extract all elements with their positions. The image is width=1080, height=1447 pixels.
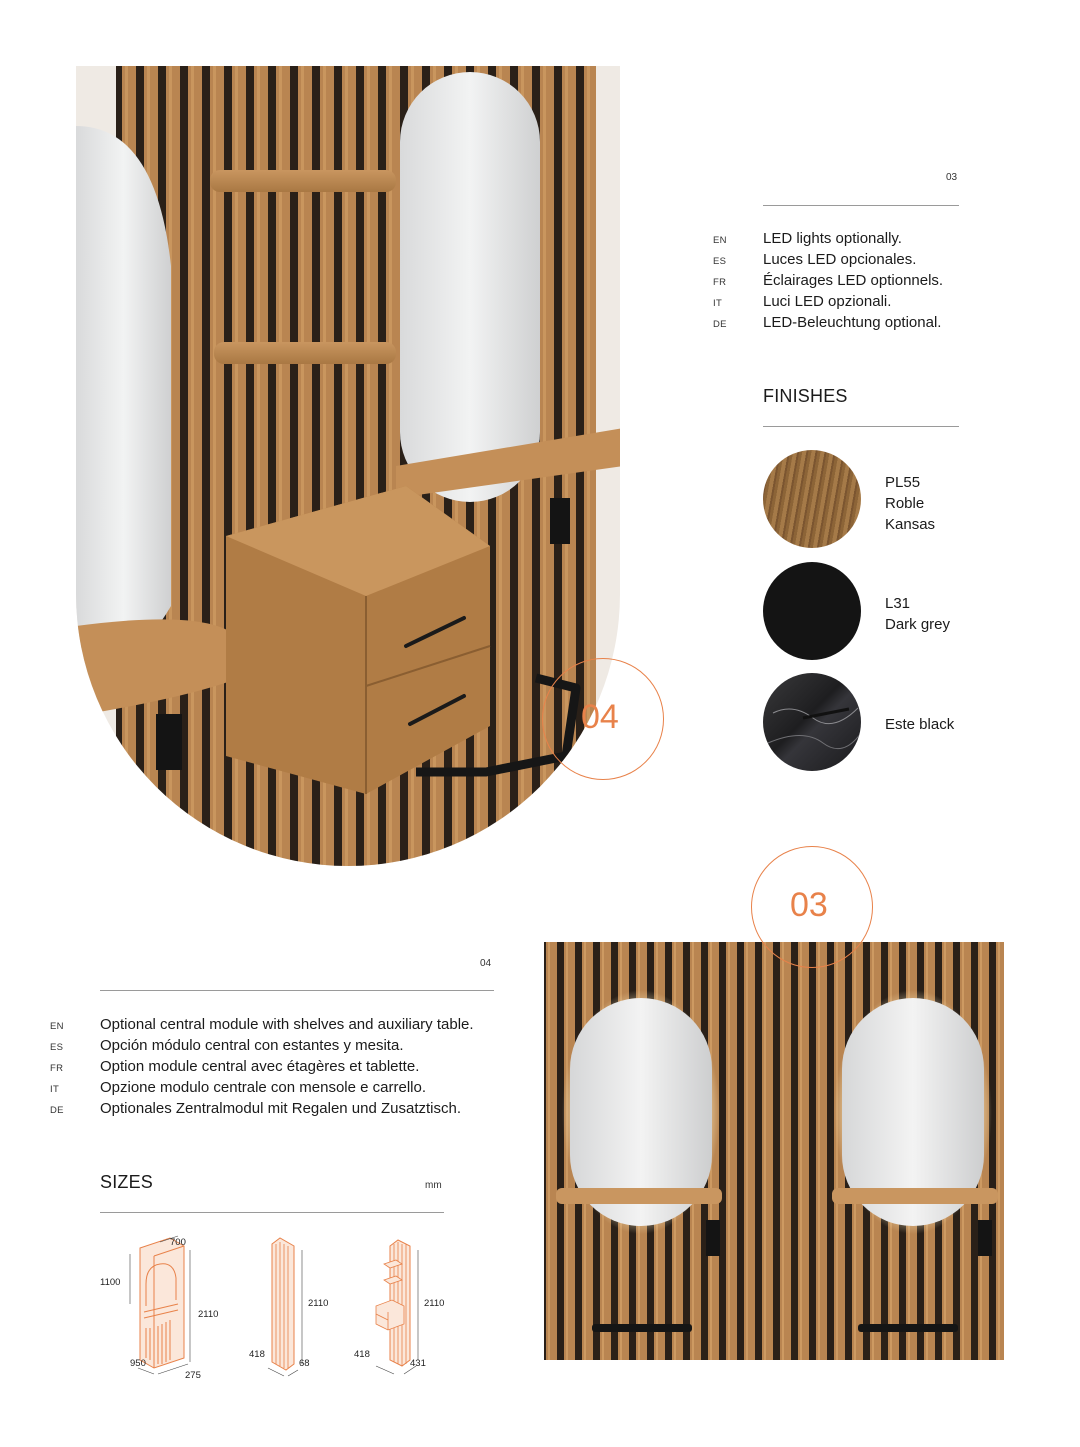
lang-code: FR [713, 277, 727, 288]
lang-row-fr-top [713, 272, 943, 289]
lang-text: Éclairages LED optionnels. [763, 272, 944, 289]
lang-code: DE [713, 319, 727, 330]
lang-text: Option module central avec étagères et tablette. [100, 1058, 420, 1075]
callout-label-03: 03 [790, 886, 828, 924]
dim-418-b: 418 [354, 1349, 370, 1360]
lang-code: EN [50, 1021, 64, 1032]
finish-code: L31 [885, 595, 911, 612]
dim-2110-a: 2110 [198, 1309, 219, 1320]
dim-431: 431 [410, 1358, 426, 1369]
finish-label-este: Este black [885, 716, 955, 733]
lang-code: EN [713, 235, 727, 246]
lang-row-it-bottom [50, 1079, 426, 1096]
lang-text: LED-Beleuchtung optional. [763, 314, 942, 331]
lang-code: IT [713, 298, 723, 309]
finish-name: Dark grey [885, 616, 951, 633]
finish-name-2: Kansas [885, 516, 936, 533]
divider-finishes [763, 426, 959, 427]
dim-950: 950 [130, 1358, 146, 1369]
lang-text: Opzione modulo centrale con mensole e carrello. [100, 1079, 427, 1096]
lang-row-es-bottom [50, 1037, 404, 1054]
lang-text: Luces LED opcionales. [763, 251, 917, 268]
lang-code: FR [50, 1063, 64, 1074]
dim-418-a: 418 [249, 1349, 265, 1360]
lang-code: DE [50, 1105, 64, 1116]
size-diagram-mirror-module-icon [100, 1228, 230, 1388]
lang-text: Luci LED opzionali. [763, 293, 892, 310]
dim-1100: 1100 [100, 1277, 121, 1288]
lang-code: ES [713, 256, 727, 267]
finish-name: Roble [885, 495, 925, 512]
lang-row-de-bottom [50, 1100, 461, 1117]
lang-text: Opción módulo central con estantes y mesita. [100, 1037, 404, 1054]
finishes-heading: FINISHES [763, 386, 848, 406]
vanity-illustration [76, 66, 620, 866]
finish-label-pl55 [885, 472, 935, 535]
lang-row-de-top [713, 314, 941, 331]
lang-text: Optionales Zentralmodul mit Regalen und Zusatztisch. [100, 1100, 462, 1117]
lang-text: Optional central module with shelves and auxiliary table. [100, 1016, 474, 1033]
dim-68: 68 [299, 1358, 310, 1369]
dim-2110-c: 2110 [424, 1298, 445, 1309]
swatch-este-black [763, 673, 861, 771]
page-number-bottom: 04 [480, 958, 492, 969]
finish-code: PL55 [885, 474, 921, 491]
lang-row-es-top [713, 251, 916, 268]
dim-275: 275 [185, 1370, 201, 1381]
product-photo-wall [544, 942, 1004, 1360]
lang-row-fr-bottom [50, 1058, 419, 1075]
lang-row-en-bottom [50, 1016, 474, 1033]
lang-code: ES [50, 1042, 64, 1053]
finish-label-l31 [885, 593, 950, 635]
marble-veins-icon [763, 673, 861, 771]
page-number-top: 03 [946, 172, 958, 183]
lang-row-it-top [713, 293, 891, 310]
swatch-l31-dark-grey [763, 562, 861, 660]
divider-top [763, 205, 959, 206]
lang-code: IT [50, 1084, 60, 1095]
divider-bottom [100, 990, 494, 991]
sizes-heading: SIZES [100, 1172, 154, 1192]
divider-sizes [100, 1212, 444, 1213]
sizes-unit: mm [425, 1180, 442, 1191]
lang-row-en-top [713, 230, 902, 247]
double-vanity-illustration [544, 942, 1004, 1360]
product-photo-oval [76, 66, 620, 866]
swatch-pl55-roble-kansas [763, 450, 861, 548]
dim-2110-b: 2110 [308, 1298, 329, 1309]
dim-700: 700 [170, 1237, 186, 1248]
callout-label-04: 04 [581, 698, 619, 736]
lang-text: LED lights optionally. [763, 230, 902, 247]
